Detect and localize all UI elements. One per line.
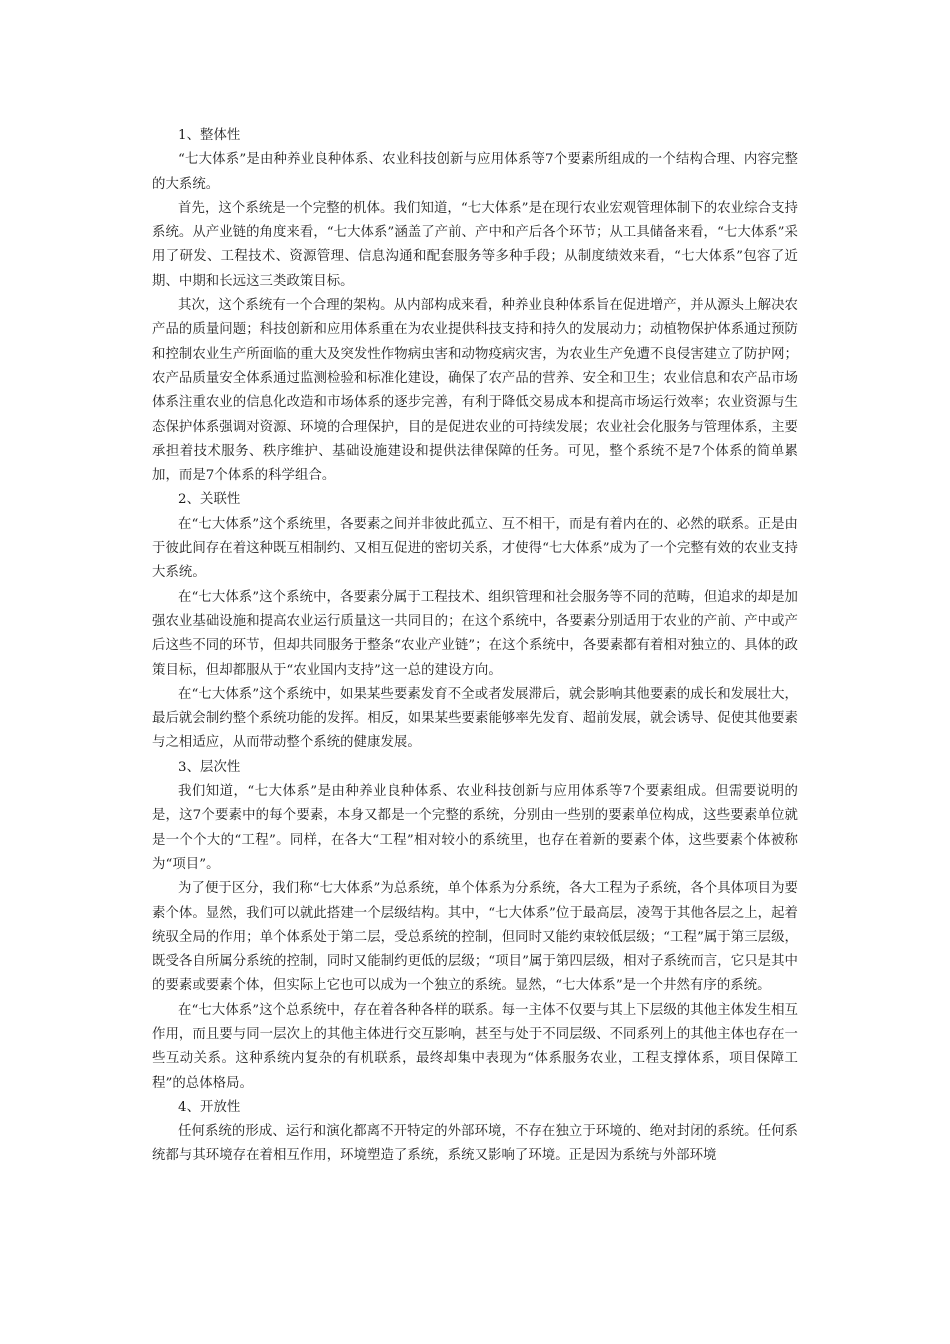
section-heading-3: 3、层次性 [178, 759, 241, 775]
paragraph: 为了便于区分，我们称“七大体系”为总系统，单个体系为分系统，各大工程为子系统，各个具体项目为要素个体。显然，我们可以就此搭建一个层级结构。其中，“七大体系”位于最高层，凌驾于其他各层之上，起着统驭全局的作用；单个体系处于第二层，受总系统的控制，但同时又能约束较低层级；“工程”属于第三层级，既受各自所属分系统的控制，同时又能制约更低的层级；“项目”属于第四层级，相对子系统而言，它只是其中的要素或要素个体，但实际上它也可以成为一个独立的系统。显然，“七大体系”是一个井然有序的系统。 [152, 881, 798, 994]
paragraph: 在“七大体系”这个系统中，各要素分属于工程技术、组织管理和社会服务等不同的范畴，但追求的却是加强农业基础设施和提高农业运行质量这一共同目的；在这个系统中，各要素分别适用于农业的产前、产中或产后这些不同的环节，但却共同服务于整条“农业产业链”；在这个系统中，各要素都有着相对独立的、具体的政策目标，但却都服从于“农业国内支持”这一总的建设方向。 [152, 589, 798, 678]
paragraph: 在“七大体系”这个系统中，如果某些要素发育不全或者发展滞后，就会影响其他要素的成长和发展壮大，最后就会制约整个系统功能的发挥。相反，如果某些要素能够率先发育、超前发展，就会诱导、促使其他要素与之相适应，从而带动整个系统的健康发展。 [152, 686, 798, 751]
paragraph: 首先，这个系统是一个完整的机体。我们知道，“七大体系”是在现行农业宏观管理体制下的农业综合支持系统。从产业链的角度来看，“七大体系”涵盖了产前、产中和产后各个环节；从工具储备来看，“七大体系”采用了研发、工程技术、资源管理、信息沟通和配套服务等多种手段；从制度绩效来看，“七大体系”包容了近期、中期和长远这三类政策目标。 [152, 200, 798, 289]
document-body [152, 124, 798, 1169]
paragraph: 任何系统的形成、运行和演化都离不开特定的外部环境，不存在独立于环境的、绝对封闭的系统。任何系统都与其环境存在着相互作用，环境塑造了系统，系统又影响了环境。正是因为系统与外部环境 [152, 1124, 798, 1164]
paragraph: “七大体系”是由种养业良种体系、农业科技创新与应用体系等7个要素所组成的一个结构合理、内容完整的大系统。 [152, 152, 798, 192]
paragraph: 其次，这个系统有一个合理的架构。从内部构成来看，种养业良种体系旨在促进增产，并从源头上解决农产品的质量问题；科技创新和应用体系重在为农业提供科技支持和持久的发展动力；动植物保护体系通过预防和控制农业生产所面临的重大及突发性作物病虫害和动物疫病灾害，为农业生产免遭不良侵害建立了防护网；农产品质量安全体系通过监测检验和标准化建设，确保了农产品的营养、安全和卫生；农业信息和农产品市场体系注重农业的信息化改造和市场体系的逐步完善，有利于降低交易成本和提高市场运行效率；农业资源与生态保护体系强调对资源、环境的合理保护，目的是促进农业的可持续发展；农业社会化服务与管理体系，主要承担着技术服务、秩序维护、基础设施建设和提供法律保障的任务。可见，整个系统不是7个体系的简单累加，而是7个体系的科学组合。 [152, 298, 798, 484]
paragraph: 在“七大体系”这个总系统中，存在着各种各样的联系。每一主体不仅要与其上下层级的其他主体发生相互作用，而且要与同一层次上的其他主体进行交互影响，甚至与处于不同层级、不同系列上的其他主体也存在一些互动关系。这种系统内复杂的有机联系，最终却集中表现为“体系服务农业，工程支撑体系，项目保障工程”的总体格局。 [152, 1002, 798, 1091]
section-heading-4: 4、开放性 [178, 1099, 241, 1115]
paragraph: 我们知道，“七大体系”是由种养业良种体系、农业科技创新与应用体系等7个要素组成。但需要说明的是，这7个要素中的每个要素，本身又都是一个完整的系统，分别由一些别的要素单位构成，这些要素单位就是一个个大的“工程”。同样，在各大“工程”相对较小的系统里，也存在着新的要素个体，这些要素个体被称为“项目”。 [152, 784, 798, 872]
section-heading-1: 1、整体性 [178, 128, 241, 143]
paragraph: 在“七大体系”这个系统里，各要素之间并非彼此孤立、互不相干，而是有着内在的、必然的联系。正是由于彼此间存在着这种既互相制约、又相互促进的密切关系，才使得“七大体系”成为了一个完整有效的农业支持大系统。 [152, 516, 798, 581]
section-heading-2: 2、关联性 [178, 492, 241, 508]
